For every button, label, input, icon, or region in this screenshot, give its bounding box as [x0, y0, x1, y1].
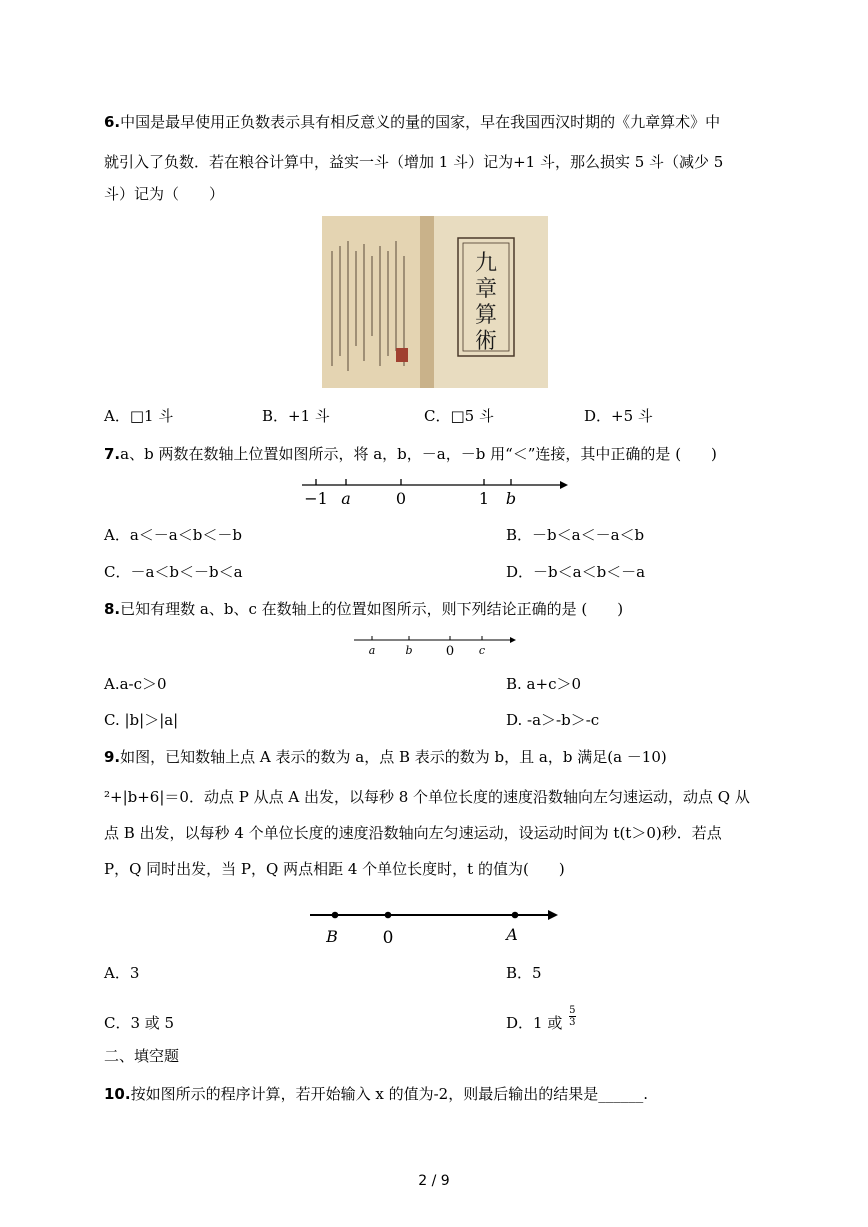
q7-number: 7.: [104, 445, 121, 463]
q9-option-d-fraction: [569, 1005, 575, 1028]
fraction-numerator: 5: [569, 1004, 576, 1016]
q6-line3: 斗）记为（ ）: [104, 185, 225, 203]
q9-line1: [104, 745, 667, 769]
q9-option-b: B．5: [506, 964, 542, 982]
q7-label-0: 0: [395, 489, 407, 508]
q7-label-1: 1: [478, 489, 490, 508]
q9-option-d: [506, 1004, 576, 1036]
q9-label-0: 0: [382, 928, 394, 948]
q8-label-0: 0: [445, 644, 455, 659]
q10-stem: 按如图所示的程序计算，若开始输入 x 的值为-2，则最后输出的结果是______.: [130, 1085, 648, 1103]
q6-option-b: B．+1 斗: [262, 407, 330, 425]
page-number: 2 / 9: [418, 1173, 450, 1189]
q10-stem-line: [104, 1082, 648, 1106]
q8-option-d: D. -a＞-b＞-c: [506, 711, 600, 729]
q8-stem-line: [104, 597, 623, 621]
jiuzhang-suanshu-image: [322, 216, 548, 388]
q6-line2: 就引入了负数．若在粮谷计算中，益实一斗（增加 1 斗）记为+1 斗，那么损实 5 斗（减少 5: [104, 153, 724, 171]
section-title-fill-in: 二、填空题: [104, 1047, 180, 1065]
q8-option-b: B. a+c＞0: [506, 675, 582, 693]
q8-label-b: b: [405, 644, 413, 657]
q7-option-c: C．－a＜b＜－b＜a: [104, 563, 243, 581]
q9-label-a: A: [506, 925, 518, 944]
q7-label-neg1: −1: [304, 489, 328, 508]
q9-option-c: C．3 或 5: [104, 1014, 175, 1032]
q6-option-a: A．□1 斗: [104, 407, 174, 425]
q8-stem: 已知有理数 a、b、c 在数轴上的位置如图所示，则下列结论正确的是 ( ): [120, 600, 624, 618]
q10-number: 10.: [104, 1085, 131, 1103]
q6-option-c: C．□5 斗: [424, 407, 494, 425]
q9-text-1: 如图，已知数轴上点 A 表示的数为 a，点 B 表示的数为 b，且 a，b 满足(a －10): [120, 748, 667, 766]
q9-number-line: [308, 902, 562, 948]
q7-label-b: b: [505, 489, 517, 508]
q7-label-a: a: [341, 489, 351, 508]
q9-option-a: A．3: [104, 964, 140, 982]
q8-label-c: c: [478, 644, 486, 657]
q7-option-a: A．a＜－a＜b＜－b: [104, 526, 242, 544]
svg-text:章: 章: [474, 277, 498, 302]
q7-number-line: [298, 472, 570, 512]
q9-number: 9.: [104, 748, 121, 766]
q6-option-d: D．+5 斗: [584, 407, 653, 425]
q7-stem-line: [104, 442, 717, 466]
q9-option-d-text: D．1 或: [506, 1014, 563, 1032]
q6-text-1: 中国是最早使用正负数表示具有相反意义的量的国家，早在我国西汉时期的《九章算术》中: [120, 113, 721, 131]
q8-number: 8.: [104, 600, 121, 618]
q9-line3: 点 B 出发，以每秒 4 个单位长度的速度沿数轴向左匀速运动，设运动时间为 t(t＞0)秒．若点: [104, 824, 722, 842]
q8-option-c: C. |b|＞|a|: [104, 711, 179, 729]
svg-text:算: 算: [474, 303, 498, 328]
fraction-denominator: 3: [569, 1016, 576, 1028]
book-title-text: 九: [474, 251, 498, 276]
q8-number-line: [352, 632, 518, 660]
q9-line4: P，Q 同时出发，当 P，Q 两点相距 4 个单位长度时，t 的值为( ): [104, 860, 565, 878]
q9-label-b: B: [326, 927, 338, 946]
svg-text:術: 術: [474, 329, 498, 354]
q8-label-a: a: [368, 644, 376, 657]
q7-option-b: B．－b＜a＜－a＜b: [506, 526, 645, 544]
q6-line1: [104, 110, 720, 134]
q7-stem: a、b 两数在数轴上位置如图所示，将 a，b，－a，－b 用“＜”连接，其中正确的是 ( ): [120, 445, 717, 463]
q9-line2: ²+|b+6|＝0．动点 P 从点 A 出发，以每秒 8 个单位长度的速度沿数轴向左匀速运动，动点 Q 从: [104, 788, 750, 806]
q8-option-a: A.a-c＞0: [104, 675, 167, 693]
q6-number: 6.: [104, 113, 121, 131]
q7-option-d: D．－b＜a＜b＜－a: [506, 563, 646, 581]
